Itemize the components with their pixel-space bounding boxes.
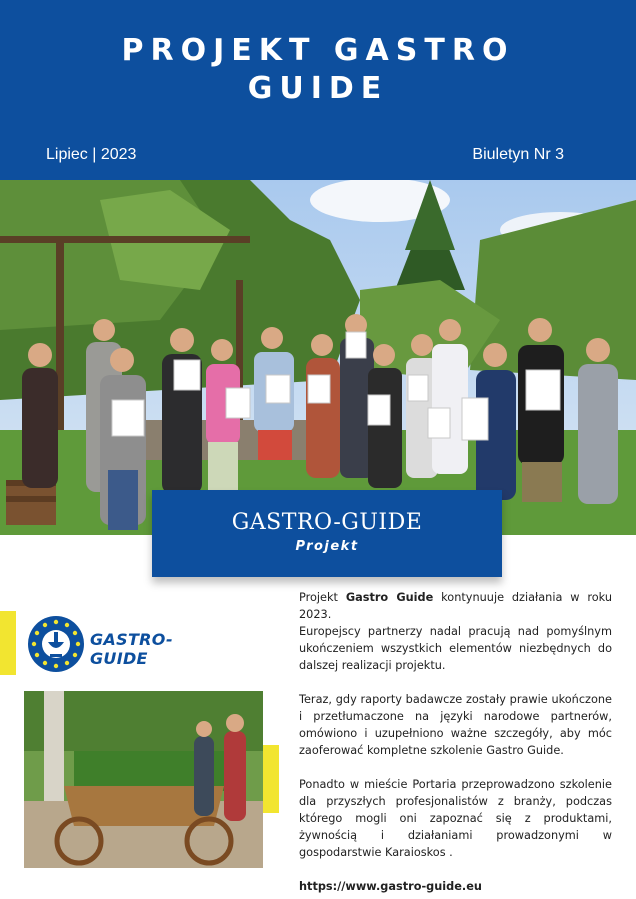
- title-line-2: GUIDE: [247, 71, 389, 106]
- title-line-1: PROJEKT GASTRO: [121, 33, 515, 68]
- article-paragraph-2: Teraz, gdy raporty badawcze zostały prawie ukończone i przetłumaczone na języki narodowe partnerów, omówiono i uzupełniono ważne szczegóły, aby móc zaoferować kompletne szkolenie Gastro Guide.: [299, 693, 612, 757]
- logo-text: GASTRO-GUIDE: [90, 630, 173, 668]
- newsletter-title: [0, 32, 636, 108]
- eu-stars-logo-icon: [26, 614, 86, 674]
- project-banner: [152, 490, 502, 577]
- article-body: [299, 589, 612, 899]
- article-paragraph-1: Projekt Gastro Guide kontynuuje działania w roku 2023. Europejscy partnerzy nadal pracują nad pomyślnym ukończeniem wszystkich elementów niezbędnych do dalszej realizacji projektu.: [299, 591, 612, 672]
- header: [0, 0, 636, 180]
- accent-bar-right: [263, 745, 279, 813]
- farm-cart-photo: [24, 691, 263, 868]
- gastro-guide-logo: [26, 614, 206, 674]
- issue-number: Biuletyn Nr 3: [472, 146, 564, 163]
- farm-cart-illustration: [24, 691, 263, 868]
- accent-bar-left: [0, 611, 16, 675]
- website-link[interactable]: https://www.gastro-guide.eu: [299, 880, 482, 893]
- banner-title: GASTRO-GUIDE: [231, 510, 423, 535]
- article-paragraph-3: Ponadto w mieście Portaria przeprowadzono szkolenie dla przyszłych profesjonalistów z branży, podczas którego mogli oni zapoznać się z produktami, żywnością i działaniami prowadzonymi w gospodarstwie Karaioskos .: [299, 778, 612, 859]
- project-name: Gastro Guide: [345, 591, 434, 604]
- group-photo-illustration: [0, 180, 636, 535]
- group-photo: [0, 180, 636, 535]
- banner-subtitle: Projekt: [295, 539, 359, 554]
- issue-date: Lipiec | 2023: [46, 146, 137, 163]
